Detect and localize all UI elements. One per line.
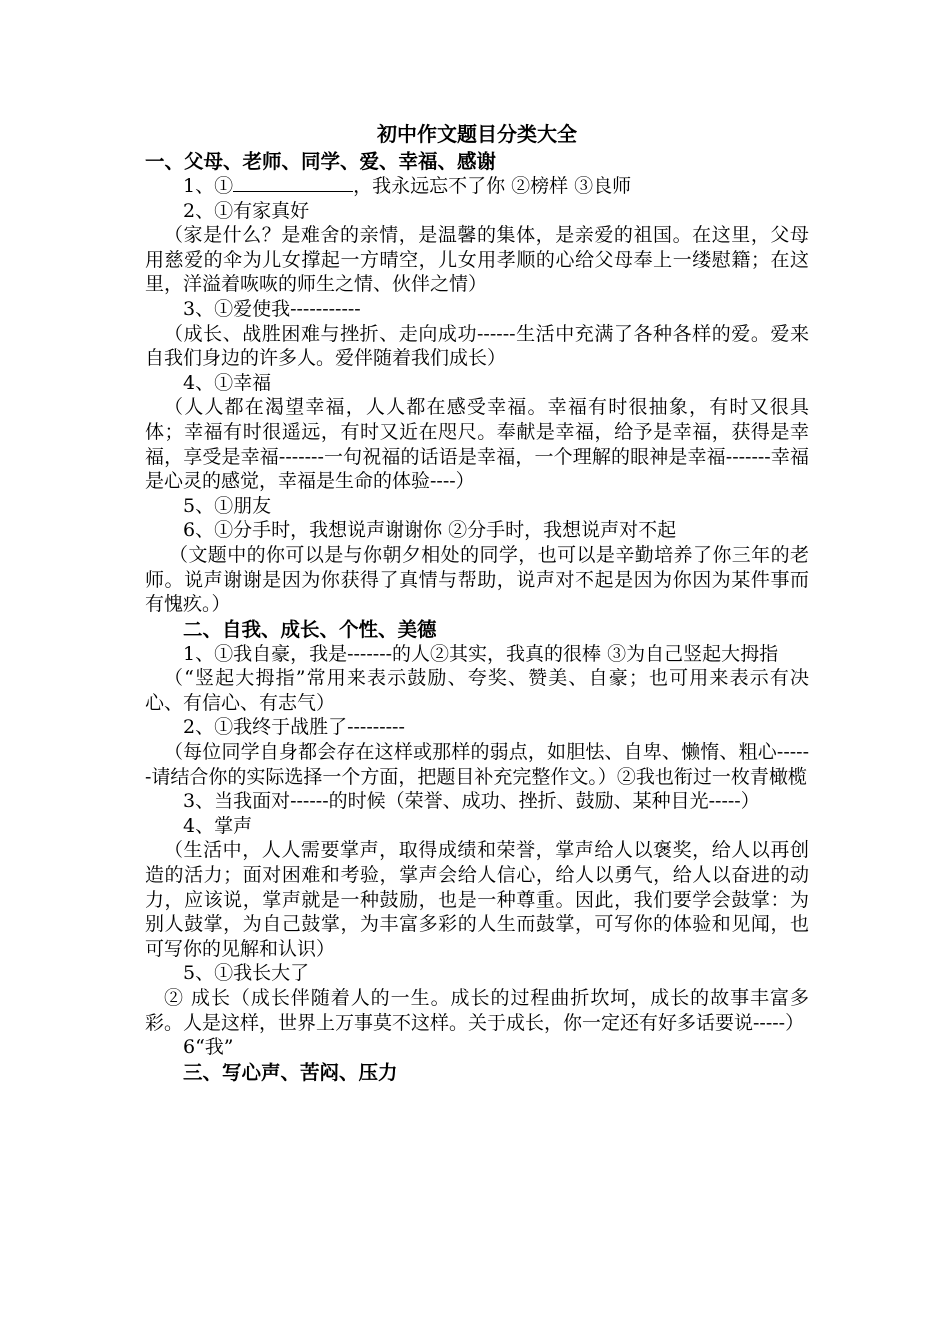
list-item (145, 174, 809, 199)
list-item: 3、当我面对------的时候（荣誉、成功、挫折、鼓励、某种目光-----） (183, 790, 760, 813)
item-text: ，我永远忘不了你 ②榜样 ③良师 (353, 175, 632, 197)
list-item: 4、①幸福 (183, 371, 272, 394)
section-heading-2: 二、自我、成长、个性、美德 (183, 617, 437, 641)
list-item: 6、①分手时，我想说声谢谢你 ②分手时，我想说声对不起 (183, 519, 677, 542)
list-item: 6“我” (183, 1036, 234, 1059)
item-description: （家是什么？是难舍的亲情，是温馨的集体，是亲爱的祖国。在这里，父母用慈爱的伞为儿女撑起一方晴空，儿女用孝顺的心给父母奉上一缕慰籍；在这里，洋溢着咴咴的师生之情、伙伴之情） (145, 224, 809, 296)
list-item: 5、①我长大了 (183, 962, 310, 985)
item-description: （生活中，人人需要掌声，取得成绩和荣誉，掌声给人以褒奖，给人以再创造的活力；面对困难和考验，掌声会给人信心，给人以勇气，给人以奋进的动力，应该说，掌声就是一种鼓励，也是一种尊重。因此，我们要学会鼓掌：为别人鼓掌，为自己鼓掌，为丰富多彩的人生而鼓掌，可写你的体验和见闻，也可写你的见解和认识） (145, 839, 809, 960)
list-item: 5、①朋友 (183, 494, 272, 517)
item-description: （人人都在渴望幸福，人人都在感受幸福。幸福有时很抽象，有时又很具体；幸福有时很遥远，有时又近在咫尺。奉献是幸福，给予是幸福，获得是幸福，享受是幸福-------一句祝福的话语是幸福，一个理解的眼神是幸福-------幸福是心灵的感觉，幸福是生命的体验----） (145, 396, 809, 493)
fill-blank-line (233, 190, 353, 192)
item-description: （文题中的你可以是与你朝夕相处的同学，也可以是辛勤培养了你三年的老师。说声谢谢是因为你获得了真情与帮助，说声对不起是因为你因为某件事而有愧疚。） (145, 543, 809, 616)
item-description: （成长、战胜困难与挫折、走向成功------生活中充满了各种各样的爱。爱来自我们身边的许多人。爱伴随着我们成长） (145, 322, 809, 370)
item-text: 1、①我自豪，我是-------的人②其实，我真的很棒 ③为自己竖起大拇指 (183, 642, 779, 665)
list-item: 3、①爱使我----------- (183, 297, 361, 320)
document-title: 初中作文题目分类大全 (377, 122, 577, 146)
item-description: ② 成长（成长伴随着人的一生。成长的过程曲折坎坷，成长的故事丰富多彩。人是这样，世界上万事莫不这样。关于成长，你一定还有好多话要说-----） (145, 987, 809, 1034)
item-description: （每位同学自身都会存在这样或那样的弱点，如胆怯、自卑、懒惰、粗心------请结合你的实际选择一个方面，把题目补充完整作文。）②我也衔过一枚青橄榄 (145, 741, 809, 788)
list-item: 2、①我终于战胜了--------- (183, 716, 405, 739)
list-item: 2、①有家真好 (183, 199, 310, 222)
item-description: （“竖起大拇指”常用来表示鼓励、夸奖、赞美、自豪；也可用来表示有决心、有信心、有志气） (145, 667, 809, 714)
item-text: 1、① (183, 175, 234, 197)
document-page (145, 119, 809, 1085)
section-heading-3: 三、写心声、苦闷、压力 (183, 1060, 398, 1084)
section-heading-1: 一、父母、老师、同学、爱、幸福、感谢 (145, 150, 497, 173)
list-item (145, 642, 809, 667)
list-item: 4、掌声 (183, 814, 253, 837)
